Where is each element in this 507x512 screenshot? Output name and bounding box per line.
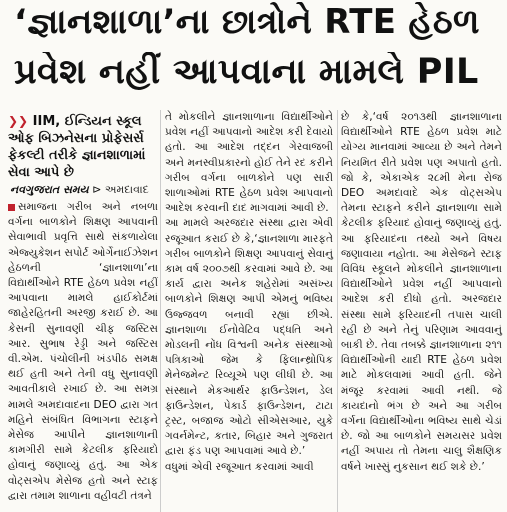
subheadline [8, 113, 158, 181]
article-column-3 [341, 110, 502, 475]
bullet-icon [8, 204, 15, 211]
byline [10, 183, 160, 197]
byline-place: અમદાવાદ [104, 183, 149, 196]
byline-separator-icon: ⊳ [92, 183, 102, 196]
headline [0, 0, 507, 108]
article-column-2 [165, 110, 333, 475]
arrow-icon: ❯❯ [8, 114, 29, 128]
column-divider [160, 110, 161, 512]
column-1-text: સમાજના ગરીબ અને નબળા વર્ગના બાળકોને શિક્ષણ આપવાની સેવાભાવી પ્રવૃત્તિ સાથે સંકળાયેલા એજ્યુકેશન સપોર્ટ ઓર્ગેનાઈઝેશન હેઠળની ‘જ્ઞાનશાળા’ના વિદ્યાર્થીઓને RTE હેઠળ પ્રવેશ નહીં આપવાના મામલે હાઈકોર્ટમાં જાહેરહિતની અરજી કરાઈ છે. આ કેસની સુનાવણી ચીફ જસ્ટિસ આર. સુભાષ રેડ્ડી અને જસ્ટિસ વી.એમ. પંચોલીની ખંડપીઠ સમક્ષ થઈ હતી અને તેની વધુ સુનાવણી આવતીકાલે રખાઈ છે. આ સમગ્ર મામલે અમદાવાદના DEO દ્વારા ગત મહિને સંબંધિત વિભાગના સ્ટાફને મેસેજ આપીને જ્ઞાનશાળાની કામગીરી સામે કેટલીક ફરિયાદો હોવાનું જણાવ્યું હતું. આ એક વોટ્સએપ મેસેજ હતો અને સ્ટાફ દ્વારા તમામ શાળાના વહીવટી તંત્રને [8, 201, 159, 502]
headline-line-1: ‘જ્ઞાનશાળા’ના છાત્રોને RTE હેઠળ [14, 2, 480, 42]
column-3-text: છે કે,‘વર્ષ ૨૦૧૩થી જ્ઞાનશાળાના વિદ્યાર્થીઓને RTE હેઠળ પ્રવેશ માટે યોગ્ય માનવામાં આવ્યા છે અને તેમને નિયમિત રીતે પ્રવેશ પણ અપાતો હતો. જો કે, એકાએક ૨૮મી મેના રોજ DEO અમદાવાદે એક વોટ્સએપ તેમના સ્ટાફને કરીને જ્ઞાનશાળા સામે કેટલીક ફરિયાદ હોવાનું જણાવ્યું હતું. આ ફરિયાદના તથ્યો અને વિષય જણાવાયા નહોતા. આ મેસેજને સ્ટાફ વિવિધ સ્કૂલને મોકલીને જ્ઞાનશાળાના વિદ્યાર્થીઓને પ્રવેશ નહીં આપવાનો આદેશ કરી દીધો હતો. અરજદાર સંસ્થા સામે ફરિયાદની તપાસ ચાલી રહી છે અને તેનું પરિણામ આવવાનું બાકી છે. તેવા તબક્કે જ્ઞાનશાળાના ૨૧૧ વિદ્યાર્થીઓની યાદી RTE હેઠળ પ્રવેશ માટે મોકલવામાં આવી હતી. જેને મંજૂર કરવામાં આવી નથી. જે કાયદાનો ભંગ છે અને આ ગરીબ વર્ગના વિદ્યાર્થીઓના ભવિષ્ય સાથે ચેડાં છે. જો આ બાળકોને સમયસર પ્રવેશ નહીં અપાય તો તેમના ચાલુ શૈક્ષણિક વર્ષને ખાસ્સું નુકસાન થઈ શકે છે.’ [341, 111, 502, 473]
column-divider [337, 110, 338, 512]
subheadline-text: IIM, ઈન્ડિયન સ્કૂલ ઓફ બિઝનેસના પ્રોફેસર્સ ફેકલ્ટી તરીકે જ્ઞાનશાળામાં સેવા આપે છે [8, 114, 146, 180]
headline-line-2: પ્રવેશ નહીં આપવાના મામલે PIL [14, 52, 479, 92]
column-2-text: તે મોકલીને જ્ઞાનશાળાના વિદ્યાર્થીઓને પ્રવેશ નહીં આપવાનો આદેશ કરી દેવાયો હતો. આ આદેશ તદ્દન ગેરવાજબી અને મનસ્વીપ્રકારનો હોઈ તેને રદ કરીને ગરીબ વર્ગના બાળકોને પણ સારી શાળાઓમાં RTE હેઠળ પ્રવેશ આપવાનો આદેશ કરવાની દાદ માગવામાં આવી છે. આ મામલે અરજદાર સંસ્થા દ્વારા એવી રજૂઆત કરાઈ છે કે,‘જ્ઞાનશાળા મારફતે ગરીબ બાળકોને શિક્ષણ આપવાનું સેવાનું કામ વર્ષ ૨૦૦૭થી કરવામાં આવે છે. આ કાર્ય દ્વારા અનેક શહેરોમાં અસંખ્ય બાળકોને શિક્ષણ આપી એમનું ભવિષ્ય ઉજ્જવળ બનાવી રહ્યાં છીએ. જ્ઞાનશાળા ઈનોવેટિવ પદ્ધતિ અને મોડલની નોંધ વિશ્વની અનેક સંસ્થાઓ પત્રિકાઓ જેમ કે ફિલાન્થ્રોપિક મેનેજમેન્ટ રિવ્યૂએ પણ લીધી છે. આ સંસ્થાને મેકઆર્થર ફાઉન્ડેશન, ડેલ ફાઉન્ડેશન, પેકાર્ડ ફાઉન્ડેશન, ટાટા ટ્રસ્ટ, બજાજ ઓટો સીએસઆર, યુકે ગવર્નમેન્ટ, કતાર, બિહાર અને ગુજરાત દ્વારા ફંડ પણ આપવામાં આવે છે.’ વધુમાં એવી રજૂઆત કરવામાં આવી [165, 111, 333, 473]
byline-source: નવગુજરાત સમય [10, 183, 89, 196]
article-column-1 [8, 200, 158, 504]
